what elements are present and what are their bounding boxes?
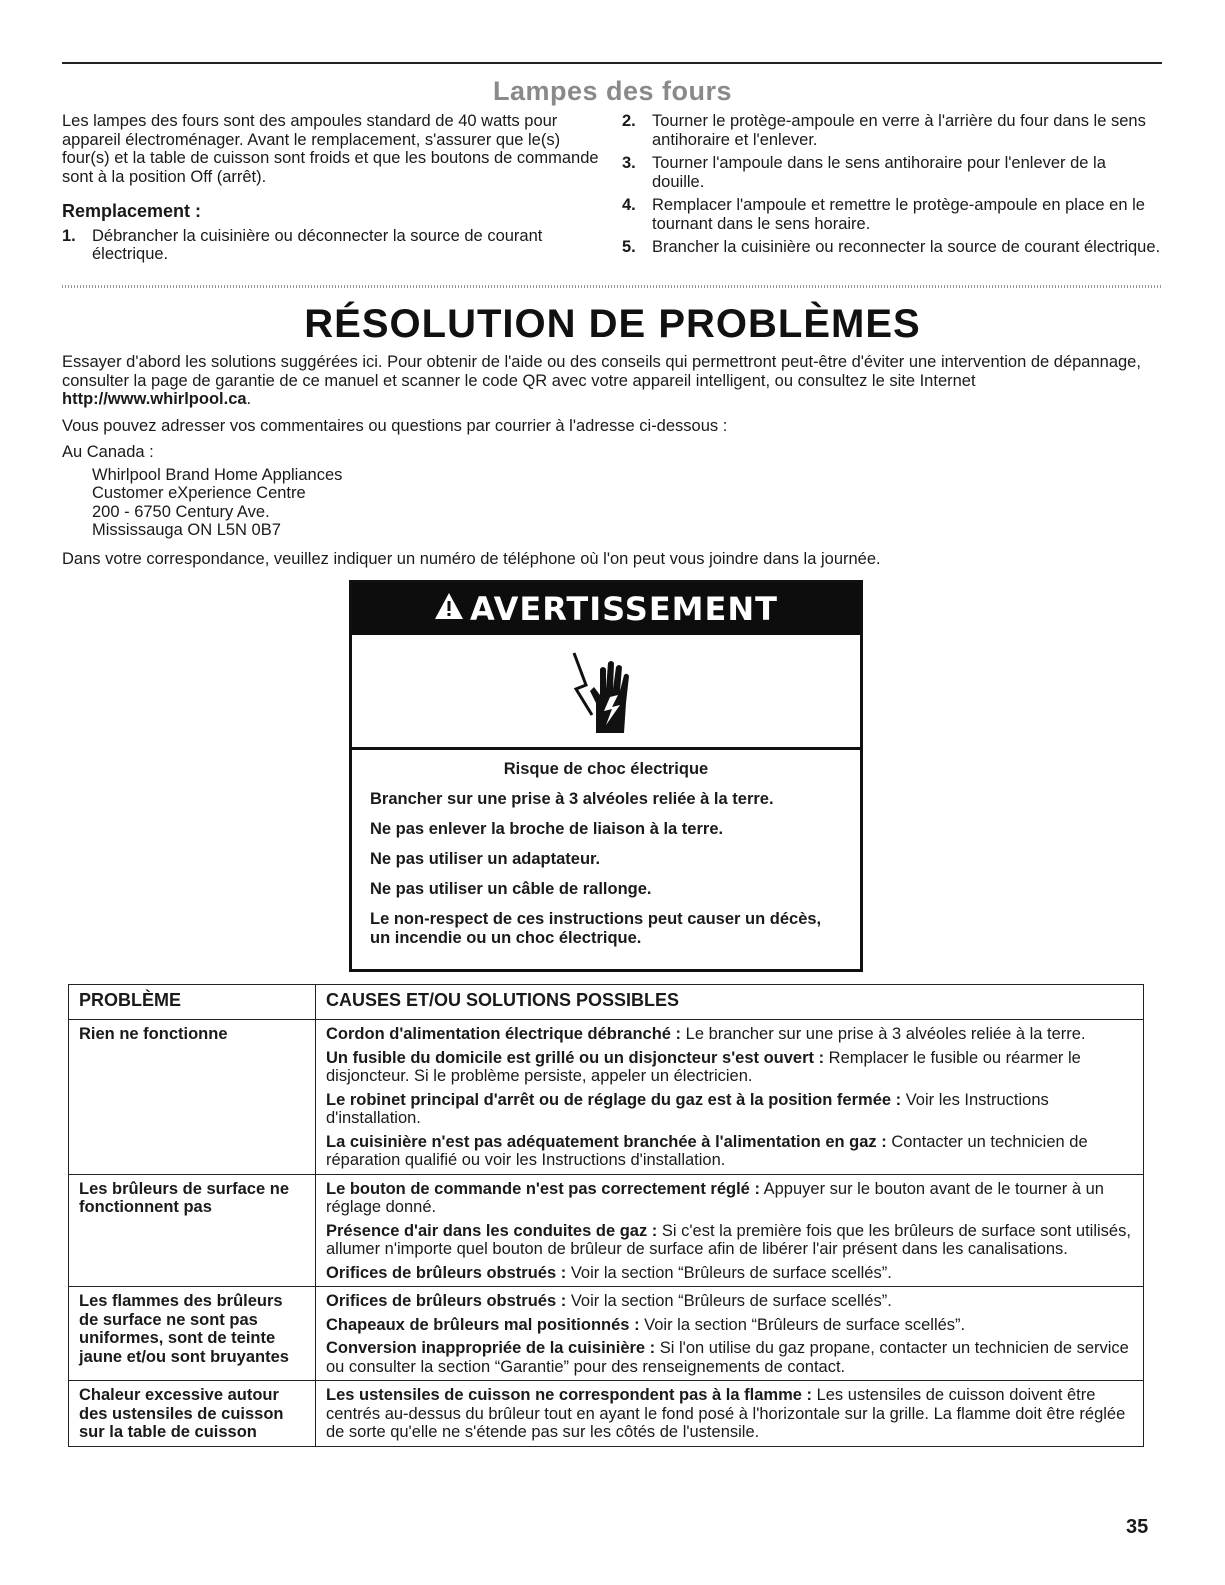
lamps-right-column [622, 112, 1162, 262]
lamps-left-column [62, 112, 602, 269]
problem-cell: Rien ne fonctionne [69, 1020, 316, 1175]
step-number: 4. [622, 196, 636, 214]
causes-cell [316, 1287, 1144, 1381]
cause-item [326, 1091, 1133, 1128]
cause-item [326, 1025, 1133, 1044]
page-title: RÉSOLUTION DE PROBLÈMES [304, 302, 921, 346]
mail-text: Vous pouvez adresser vos commentaires ou questions par courrier à l'adresse ci-dessous : [62, 416, 728, 435]
lamps-subhead: Remplacement : [62, 201, 202, 221]
cause-bold: Cordon d'alimentation électrique débranché : [326, 1025, 682, 1043]
lamp-step [622, 196, 1162, 233]
warning-line: Ne pas enlever la broche de liaison à la terre. [370, 820, 724, 838]
cause-text: Voir les Instructions d'installation. [326, 1090, 1049, 1127]
step-text: Tourner le protège-ampoule en verre à l'arrière du four dans le sens antihoraire et l'enlever. [652, 112, 1146, 149]
warning-header [352, 583, 860, 635]
warning-line: Ne pas utiliser un câble de rallonge. [370, 880, 652, 898]
table-row [69, 1381, 1144, 1447]
intro-text: Essayer d'abord les solutions suggérées ici. Pour obtenir de l'aide ou des conseils qui permettront peut-être d'éviter une intervention de dépannage, consulter la page de garantie de ce manuel et scanner le code QR avec votre appareil intelligent, ou consultez le site Internet [62, 353, 1141, 390]
cause-item [326, 1180, 1133, 1217]
electric-shock-hand-icon [352, 635, 860, 750]
warning-risk: Risque de choc électrique [503, 760, 709, 778]
address-line: Whirlpool Brand Home Appliances [92, 465, 343, 484]
troubleshooting-intro [62, 353, 1162, 576]
warning-triangle-icon [434, 592, 464, 627]
cause-text: Si l'on utilise du gaz propane, contacter un technicien de service ou consulter la section “Garantie” pour des renseignements de contact. [326, 1339, 1129, 1376]
cause-item [326, 1386, 1133, 1442]
table-row [69, 1174, 1144, 1287]
mailing-address [62, 466, 1162, 540]
lamp-step [62, 227, 602, 264]
step-text: Débrancher la cuisinière ou déconnecter la source de courant électrique. [92, 226, 543, 263]
cause-item [326, 1222, 1133, 1259]
warning-line: Brancher sur une prise à 3 alvéoles reliée à la terre. [370, 790, 774, 808]
country-label: Au Canada : [62, 443, 154, 461]
cause-item [326, 1133, 1133, 1170]
website-link[interactable]: http://www.whirlpool.ca [62, 390, 247, 408]
step-number: 3. [622, 154, 636, 172]
dotted-divider [62, 285, 1162, 288]
lamp-step [622, 154, 1162, 191]
table-header-row [69, 985, 1144, 1020]
cause-item [326, 1316, 1133, 1335]
address-line: Mississauga ON L5N 0B7 [92, 521, 281, 539]
problem-cell: Chaleur excessive autour des ustensiles de cuisson sur la table de cuisson [69, 1381, 316, 1447]
cause-bold: Un fusible du domicile est grillé ou un disjoncteur s'est ouvert : [326, 1048, 825, 1067]
address-line: 200 - 6750 Century Ave. [92, 502, 270, 521]
warning-header-text: AVERTISSEMENT [470, 590, 778, 628]
cause-bold: Orifices de brûleurs obstrués : [326, 1292, 567, 1310]
problem-cell: Les flammes des brûleurs de surface ne sont pas uniformes, sont de teinte jaune et/ou sont bruyantes [69, 1287, 316, 1381]
step-number: 1. [62, 226, 76, 245]
cause-bold: La cuisinière n'est pas adéquatement branchée à l'alimentation en gaz : [326, 1132, 887, 1151]
warning-box [349, 580, 863, 972]
cause-text: Appuyer sur le bouton avant de le tourner à un réglage donné. [326, 1179, 1104, 1216]
cause-text: Si c'est la première fois que les brûleurs de surface sont utilisés, allumer n'importe quel bouton de brûleur de surface afin de libérer l'air présent dans les canalisations. [326, 1221, 1131, 1258]
phone-note: Dans votre correspondance, veuillez indiquer un numéro de téléphone où l'on peut vous joindre dans la journée. [62, 549, 881, 568]
cause-text: Remplacer le fusible ou réarmer le disjoncteur. Si le problème persiste, appeler un électricien. [326, 1048, 1081, 1085]
causes-cell [316, 1381, 1144, 1447]
cause-text: Voir la section “Brûleurs de surface scellés”. [566, 1263, 892, 1282]
warning-line: Ne pas utiliser un adaptateur. [370, 850, 601, 868]
causes-cell [316, 1020, 1144, 1175]
warning-text [352, 750, 860, 948]
lamp-step [622, 238, 1162, 257]
table-row [69, 1020, 1144, 1175]
cause-bold: Chapeaux de brûleurs mal positionnés : [326, 1315, 640, 1334]
cause-text: Voir la section “Brûleurs de surface scellés”. [566, 1292, 892, 1310]
step-number: 2. [622, 112, 636, 130]
cause-bold: Présence d'air dans les conduites de gaz : [326, 1221, 658, 1240]
cause-bold: Le bouton de commande n'est pas correctement réglé : [326, 1179, 760, 1198]
cause-bold: Orifices de brûleurs obstrués : [326, 1263, 567, 1282]
cause-item [326, 1049, 1133, 1086]
cause-item [326, 1292, 1133, 1311]
cause-bold: Le robinet principal d'arrêt ou de réglage du gaz est à la position fermée : [326, 1090, 902, 1109]
intro-paragraph [62, 353, 1162, 409]
url-end: . [246, 390, 252, 408]
address-line: Customer eXperience Centre [92, 484, 306, 502]
causes-cell [316, 1174, 1144, 1287]
column-header-problem: PROBLÈME [69, 985, 316, 1020]
page-number: 35 [1126, 1516, 1149, 1538]
lamp-step [622, 112, 1162, 149]
table-row [69, 1287, 1144, 1381]
cause-text: Voir la section “Brûleurs de surface scellés”. [639, 1315, 966, 1334]
step-number: 5. [622, 238, 636, 256]
lamps-intro: Les lampes des fours sont des ampoules standard de 40 watts pour appareil électroménager. Avant le remplacement, s'assurer que le(s) four(s) et la table de cuisson sont froids et que les boutons de commande sont à la position Off (arrêt). [62, 112, 599, 186]
cause-item [326, 1339, 1133, 1376]
top-rule [62, 62, 1162, 64]
step-text: Tourner l'ampoule dans le sens antihoraire pour l'enlever de la douille. [652, 154, 1106, 191]
cause-bold: Conversion inappropriée de la cuisinière : [326, 1339, 656, 1357]
warning-line: Le non-respect de ces instructions peut causer un décès, un incendie ou un choc électrique. [370, 910, 822, 947]
cause-bold: Les ustensiles de cuisson ne correspondent pas à la flamme : [326, 1386, 812, 1404]
problem-cell: Les brûleurs de surface ne fonctionnent pas [69, 1174, 316, 1287]
cause-text: Le brancher sur une prise à 3 alvéoles reliée à la terre. [681, 1025, 1086, 1043]
cause-text: Les ustensiles de cuisson doivent être centrés au-dessus du brûleur tout en ayant le fond posé à l'horizontale sur la grille. La flamme doit être réglée de sorte qu'elle ne s'étende pas sur les côtés de l'ustensile. [326, 1386, 1126, 1441]
column-header-causes: CAUSES ET/OU SOLUTIONS POSSIBLES [316, 985, 1144, 1020]
step-text: Brancher la cuisinière ou reconnecter la source de courant électrique. [652, 238, 1161, 256]
step-text: Remplacer l'ampoule et remettre le protège-ampoule en place en le tournant dans le sens horaire. [652, 196, 1145, 233]
cause-text: Contacter un technicien de réparation qualifié ou voir les Instructions d'installation. [326, 1132, 1088, 1169]
section-title-lamps: Lampes des fours [492, 76, 733, 106]
troubleshooting-table [68, 984, 1144, 1447]
cause-item [326, 1264, 1133, 1283]
